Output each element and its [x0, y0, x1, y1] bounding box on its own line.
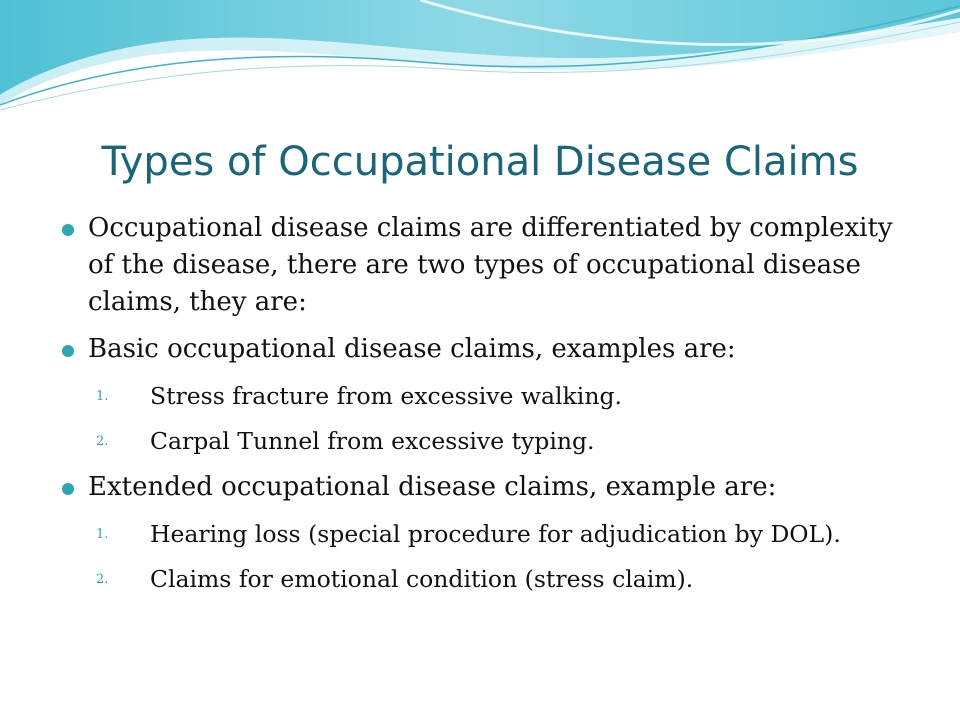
- bullet-dot-icon: [62, 345, 74, 357]
- numbered-list: [62, 378, 912, 459]
- list-item: [62, 516, 912, 552]
- slide-title: Types of Occupational Disease Claims: [101, 139, 859, 185]
- bullet-dot-icon: [62, 224, 74, 236]
- bullet-item: [62, 331, 912, 368]
- slide-body: [62, 210, 912, 607]
- list-number: 2.: [96, 572, 109, 587]
- bullet-item: [62, 469, 912, 506]
- list-number: 1.: [96, 527, 109, 542]
- list-number: 2.: [96, 434, 109, 449]
- bullet-item: [62, 210, 912, 321]
- bullet-text: Occupational disease claims are differentiated by complexity of the disease, there are two types of occupational disease claims, they are:: [88, 213, 893, 317]
- list-item: [62, 561, 912, 597]
- numbered-list: [62, 516, 912, 597]
- list-text: Stress fracture from excessive walking.: [150, 382, 622, 410]
- bullet-text: Extended occupational disease claims, example are:: [88, 472, 777, 502]
- bullet-dot-icon: [62, 483, 74, 495]
- list-text: Hearing loss (special procedure for adjudication by DOL).: [150, 520, 841, 548]
- header-wave-decoration: [0, 0, 960, 115]
- list-number: 1.: [96, 389, 109, 404]
- list-item: [62, 423, 912, 459]
- list-text: Claims for emotional condition (stress claim).: [150, 565, 694, 593]
- list-item: [62, 378, 912, 414]
- bullet-text: Basic occupational disease claims, examples are:: [88, 334, 736, 364]
- list-text: Carpal Tunnel from excessive typing.: [150, 427, 595, 455]
